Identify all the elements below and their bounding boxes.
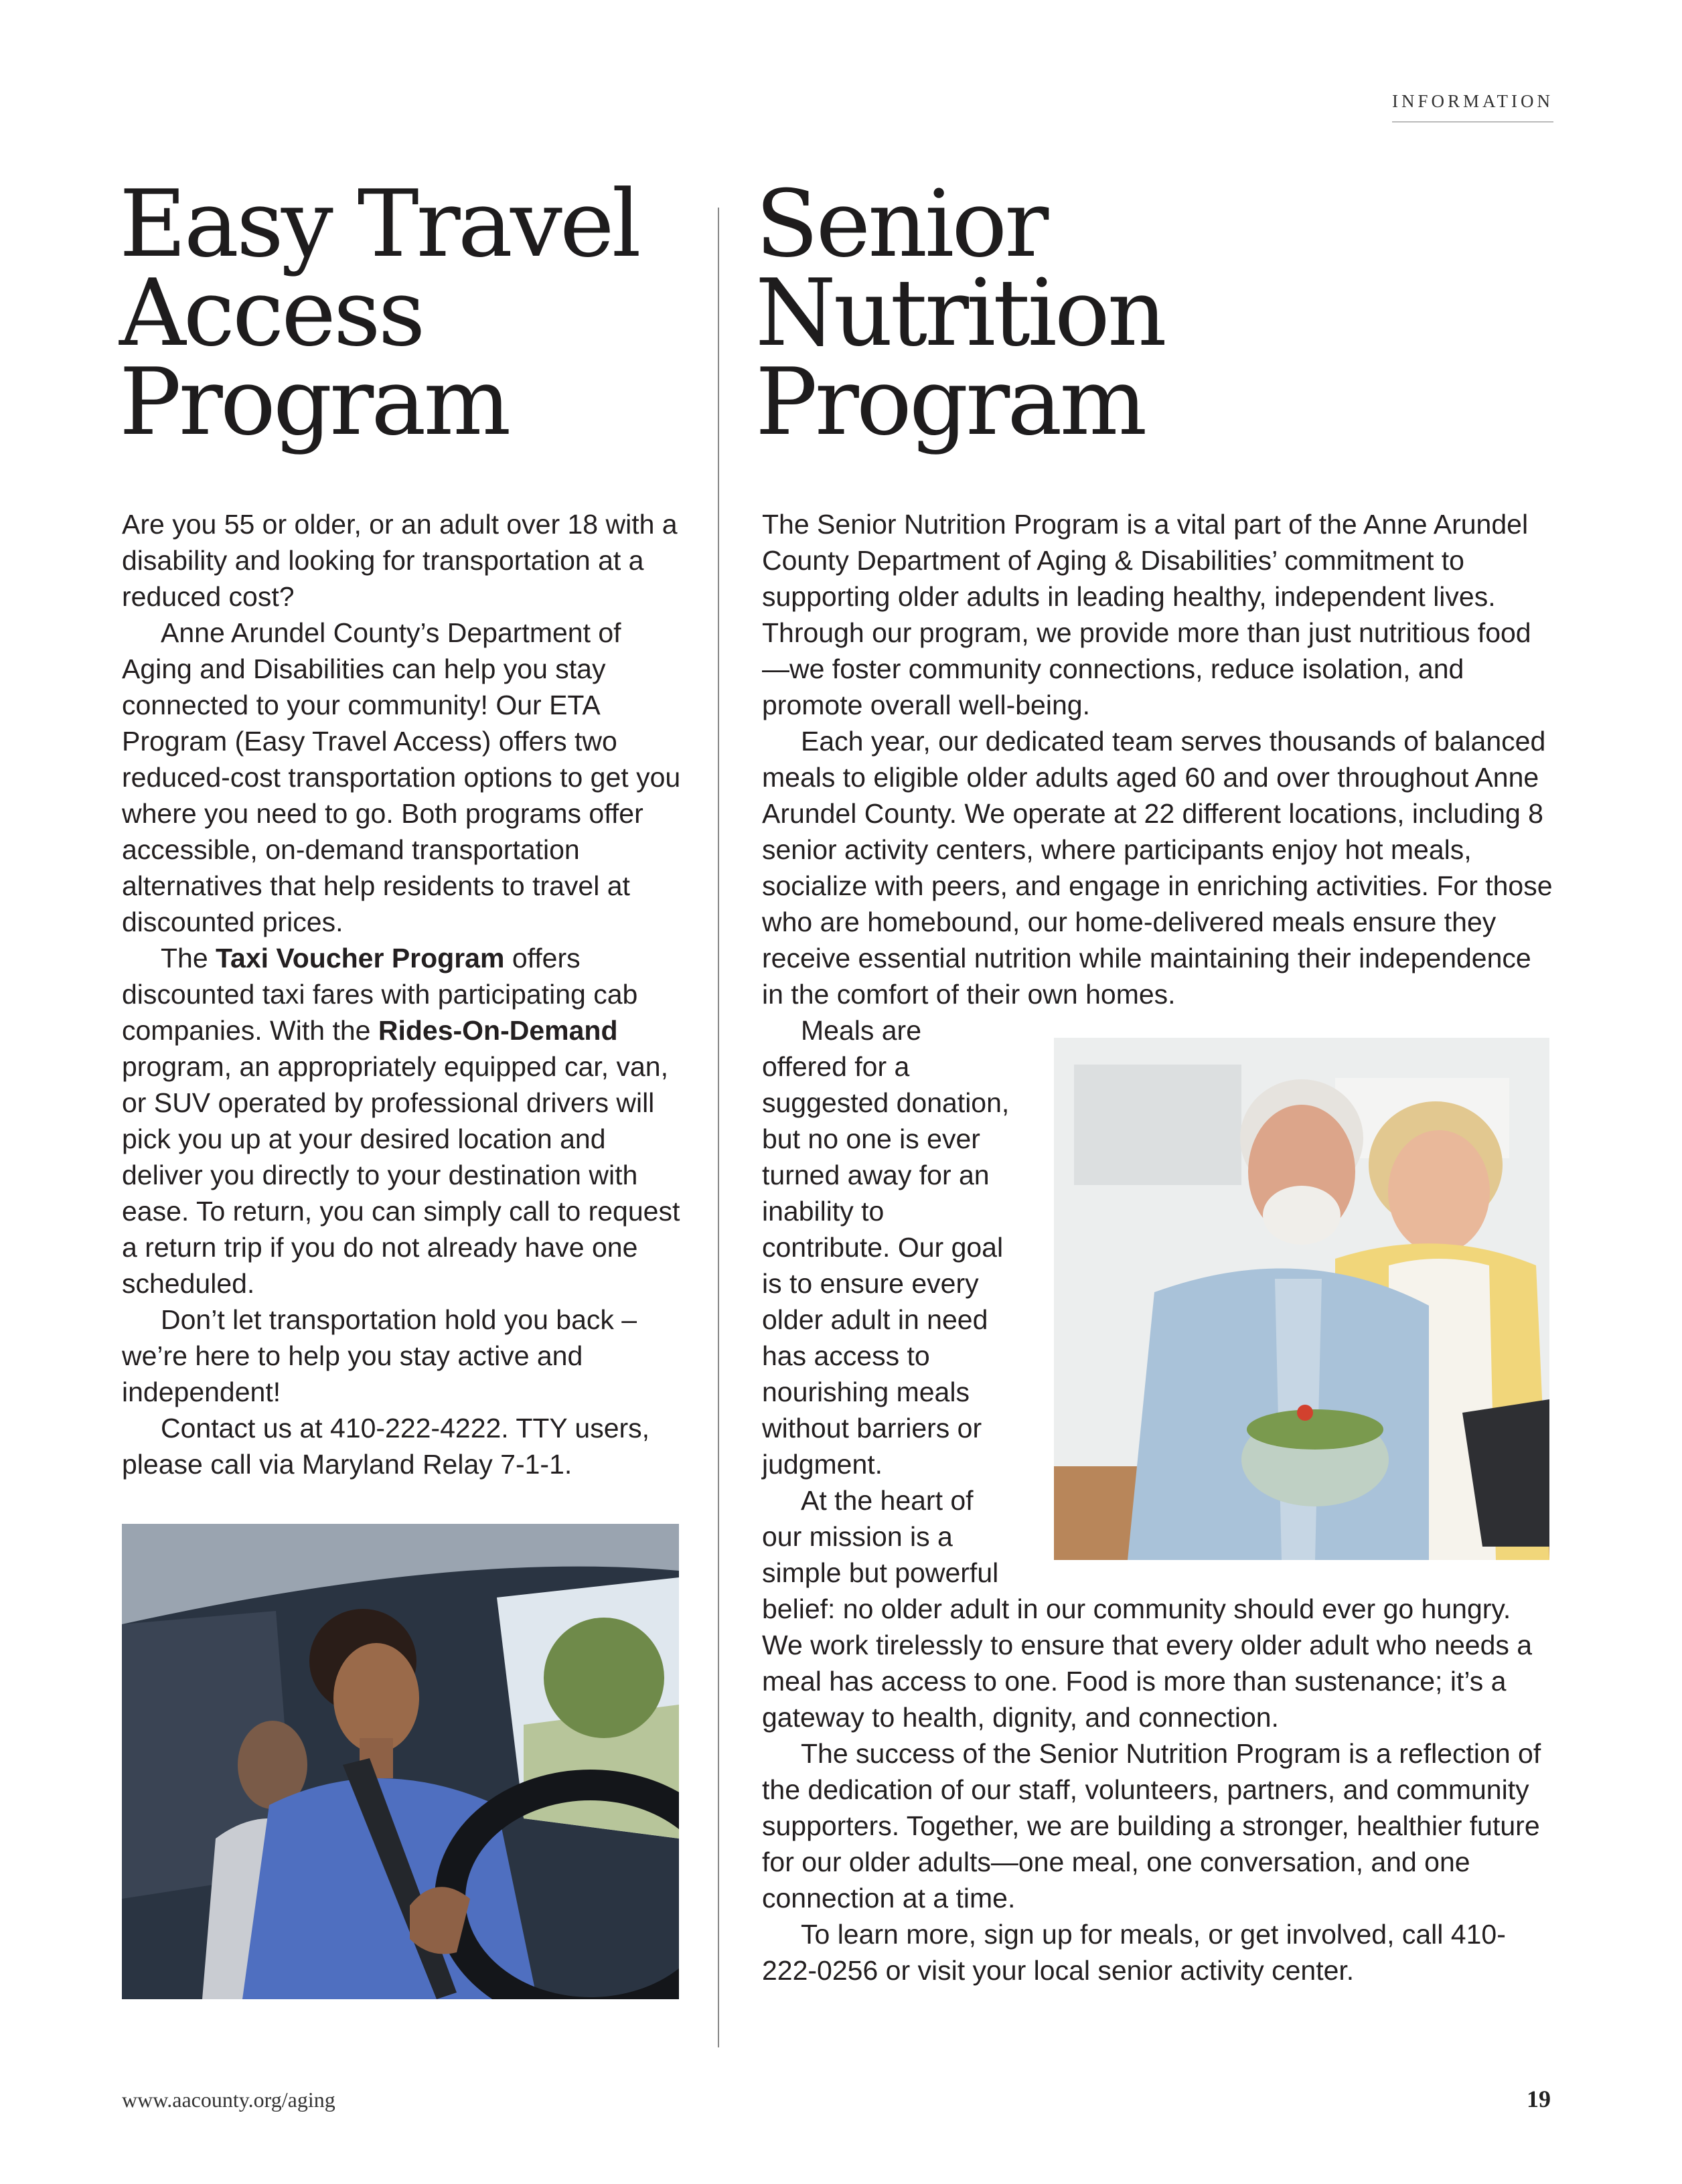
title-line: Nutrition [755,259,1164,367]
paragraph: Each year, our dedicated team serves thousands of balanced meals to eligible older adults aged 60 and over throughout Anne Arundel County. We operate at 22 different locations, including 8 senior activity centers, where participants enjoy hot meals, socialize with peers, and engage in enriching activities. For those who are homebound, our home-delivered meals ensure they receive essential nutrition while maintaining their independence in the comfort of their own homes. [762,726,1553,1010]
driver-photo [122,1524,679,1999]
paragraph: Are you 55 or older, or an adult over 18 with a disability and looking for transportation at a reduced cost? [122,509,678,612]
driver-photo-illustration [122,1524,679,1999]
text: program, an appropriately equipped car, van, or SUV operated by professional drivers will pick you up at your desired location and deliver you directly to your destination with ease. To return, you can simply call to request a return trip if you do not already have one scheduled. [122,1051,680,1299]
title-line: Easy Travel [119,170,639,278]
paragraph: Meals are offered for a suggested donation, but no one is ever turned away for an inability to contribute. Our goal is to ensure every older adult in need has access to nourishing meals without barriers or judgment. [762,1015,1010,1480]
title-line: Program [119,348,509,456]
couple-salad-photo-illustration [1054,1038,1549,1560]
eta-program-title [119,170,639,456]
paragraph: At the heart of our mission is a simple but powerful belief: no older adult in our community should ever go hungry. We work tirelessly to ensure that every older adult who needs a meal has access to one. Food is more than sustenance; it’s a gateway to health, dignity, and connection. [762,1485,1533,1733]
taxi-voucher-program-name: Taxi Voucher Program [216,943,505,973]
text: The [161,943,216,973]
paragraph: The success of the Senior Nutrition Program is a reflection of the dedication of our staff, volunteers, partners, and community supporters. Together, we are building a stronger, healthier future for our older adults—one meal, one conversation, and one connection at a time. [762,1738,1541,1914]
couple-salad-photo [1054,1038,1549,1560]
paragraph: Anne Arundel County’s Department of Aging and Disabilities can help you stay connected to your community! Our ETA Program (Easy Travel Access) offers two reduced-cost transportation options to get you where you need to go. Both programs offer accessible, on-demand transportation alternatives that help residents to travel at discounted prices. [122,617,681,937]
contact-paragraph: Contact us at 410-222-4222. TTY users, please call via Maryland Relay 7-1-1. [122,1413,650,1480]
paragraph [122,940,684,1302]
text: offers discounted taxi fares with participating cab companies. With the [122,943,638,1046]
contact-paragraph: To learn more, sign up for meals, or get involved, call 410-222-0256 or visit your local senior activity center. [762,1919,1506,1986]
footer-url: www.aacounty.org/aging [122,2088,335,2112]
page-number: 19 [1527,2086,1551,2112]
paragraph: The Senior Nutrition Program is a vital part of the Anne Arundel County Department of Aging & Disabilities’ commitment to supporting older adults in leading healthy, independent lives. Through our program, we provide more than just nutritious food—we foster community connections, reduce isolation, and promote overall well-being. [762,509,1531,720]
rides-on-demand-name: Rides-On-Demand [378,1015,618,1046]
column-divider [718,208,719,2047]
title-line: Access [119,259,423,367]
title-line: Senior [755,170,1047,278]
title-line: Program [755,348,1145,456]
senior-nutrition-title [755,170,1164,456]
paragraph: Don’t let transportation hold you back – we’re here to help you stay active and independent! [122,1304,637,1407]
section-label: INFORMATION [1392,91,1553,123]
eta-program-body [122,506,684,1482]
